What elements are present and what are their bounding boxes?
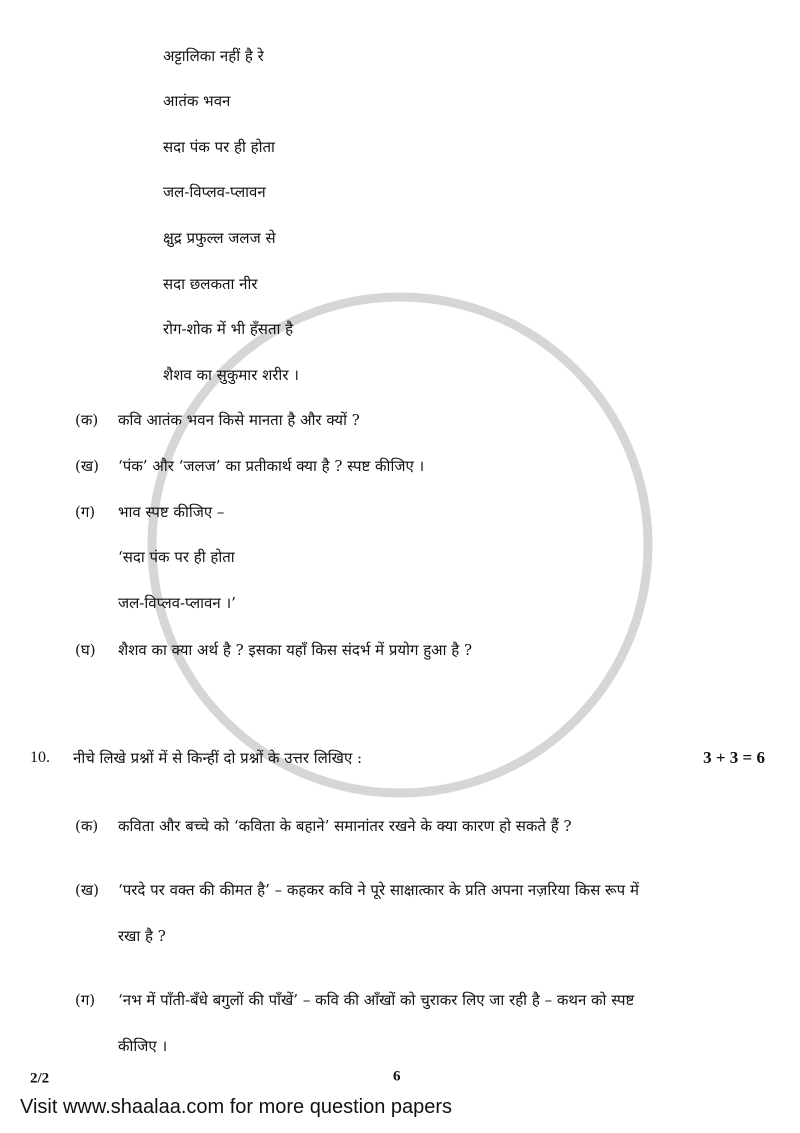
question-marks: 3 + 3 = 6	[703, 748, 765, 767]
question-number: 10.	[30, 749, 50, 766]
part-text: रखा है ?	[118, 927, 166, 945]
part-label: (ख)	[75, 881, 99, 899]
part-text: भाव स्पष्ट कीजिए –	[118, 503, 225, 521]
part-text: शैशव का क्या अर्थ है ? इसका यहाँ किस संदर्भ में प्रयोग हुआ है ?	[118, 641, 473, 659]
poem-line: क्षुद्र प्रफुल्ल जलज से	[163, 229, 276, 247]
part-label: (ख)	[75, 457, 99, 475]
quote-line: जल-विप्लव-प्लावन ।’	[118, 594, 236, 612]
part-text: ‘परदे पर वक्त की कीमत है’ – कहकर कवि ने पूरे साक्षात्कार के प्रति अपना नज़रिया किस रूप में	[118, 881, 639, 899]
part-label: (ग)	[75, 503, 96, 521]
paper-code: 2/2	[30, 1070, 50, 1087]
poem-line: शैशव का सुकुमार शरीर ।	[163, 366, 299, 384]
poem-line: आतंक भवन	[163, 92, 231, 110]
quote-line: ‘सदा पंक पर ही होता	[118, 548, 235, 566]
part-text: कवि आतंक भवन किसे मानता है और क्यों ?	[118, 411, 360, 429]
poem-line: सदा पंक पर ही होता	[163, 138, 275, 156]
poem-line: रोग-शोक में भी हँसता है	[163, 320, 294, 338]
part-text: ‘पंक’ और ‘जलज’ का प्रतीकार्थ क्या है ? स्पष्ट कीजिए ।	[118, 457, 425, 475]
poem-line: जल-विप्लव-प्लावन	[163, 183, 266, 201]
part-label: (घ)	[75, 641, 96, 659]
poem-line: सदा छलकता नीर	[163, 275, 258, 293]
part-text: ‘नभ में पाँती-बँधे बगुलों की पाँखें’ – कवि की आँखों को चुराकर लिए जा रही है – कथन को स्पष्ट	[118, 991, 635, 1009]
part-label: (ग)	[75, 991, 96, 1009]
part-text: कीजिए ।	[118, 1037, 168, 1055]
visit-link[interactable]: Visit www.shaalaa.com for more question papers	[20, 1096, 453, 1118]
part-text: कविता और बच्चे को ‘कविता के बहाने’ समानांतर रखने के क्या कारण हो सकते हैं ?	[118, 817, 572, 835]
question-instruction: नीचे लिखे प्रश्नों में से किन्हीं दो प्रश्नों के उत्तर लिखिए :	[73, 749, 363, 767]
part-label: (क)	[75, 411, 99, 429]
poem-line: अट्टालिका नहीं है रे	[163, 47, 264, 65]
page-number: 6	[393, 1068, 401, 1085]
part-label: (क)	[75, 817, 99, 835]
